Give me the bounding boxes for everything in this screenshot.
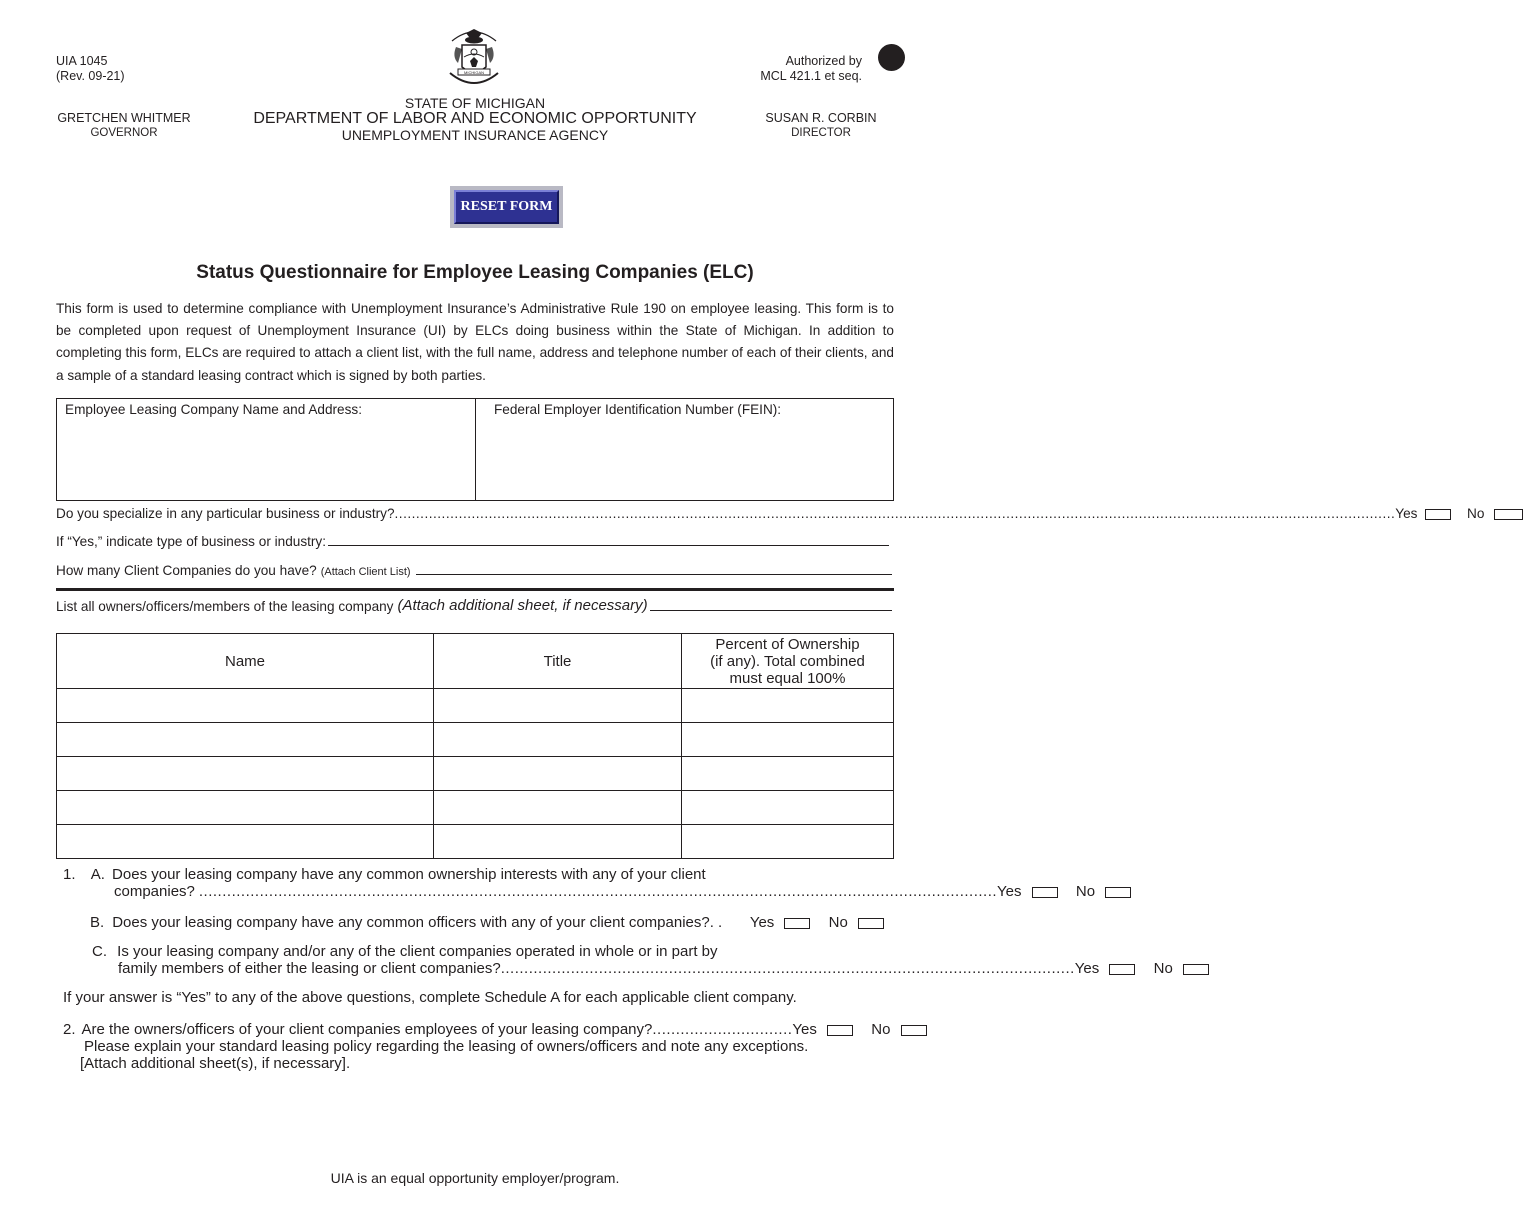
owners-list-input[interactable]	[650, 610, 892, 611]
owner-title-cell[interactable]	[434, 689, 682, 723]
client-count-note: (Attach Client List)	[320, 566, 411, 578]
owner-percent-cell[interactable]	[682, 757, 894, 791]
question-2-no-label: No	[871, 1021, 891, 1038]
seal-text: MICHIGAN	[464, 70, 484, 75]
question-1b-answer	[750, 914, 884, 931]
question-1c-yes-checkbox[interactable]	[1109, 964, 1135, 975]
governor-title: GOVERNOR	[90, 127, 158, 139]
question-1c-text-cont: family members of either the leasing or client companies?	[118, 960, 501, 977]
schedule-a-note: If your answer is “Yes” to any of the above questions, complete Schedule A for each applicable client company.	[63, 989, 797, 1006]
question-1c-answer	[1075, 960, 1209, 977]
owner-name-cell[interactable]	[57, 723, 434, 757]
question-1b-no-label: No	[828, 914, 848, 931]
question-1c-letter: C.	[92, 943, 107, 960]
owner-percent-cell[interactable]	[682, 791, 894, 825]
question-2-answer	[792, 1021, 926, 1038]
table-row	[57, 757, 894, 791]
state-name: STATE OF MICHIGAN	[404, 95, 546, 111]
authority-citation: MCL 421.1 et seq.	[760, 69, 862, 83]
table-row	[57, 791, 894, 825]
question-1b-text: Does your leasing company have any common officers with any of your client companies?. .	[112, 914, 723, 931]
col-percent	[682, 634, 894, 689]
question-1a-line1	[63, 866, 706, 883]
table-row	[57, 825, 894, 859]
question-2-no-checkbox[interactable]	[901, 1025, 927, 1036]
question-1c-line1	[92, 943, 718, 960]
question-1a-text: Does your leasing company have any common ownership interests with any of your client	[112, 866, 706, 883]
specialize-answer	[1395, 506, 1523, 521]
question-1a-yes-label: Yes	[997, 883, 1022, 900]
industry-type-input[interactable]	[328, 545, 889, 546]
fein-label: Federal Employer Identification Number (FEIN):	[494, 402, 782, 417]
industry-type-row	[56, 534, 889, 549]
question-1c-no-label: No	[1153, 960, 1173, 977]
owner-percent-cell[interactable]	[682, 825, 894, 859]
table-row	[57, 723, 894, 757]
question-1a-no-label: No	[1075, 883, 1096, 900]
owner-name-cell[interactable]	[57, 791, 434, 825]
question-2-row	[63, 1021, 891, 1038]
question-1a-letter: A.	[90, 866, 105, 883]
director-name: SUSAN R. CORBIN	[765, 111, 877, 125]
owner-name-cell[interactable]	[57, 825, 434, 859]
owner-percent-cell[interactable]	[682, 689, 894, 723]
question-1b-no-checkbox[interactable]	[858, 918, 884, 929]
owners-table	[56, 633, 894, 859]
owners-list-note: (Attach additional sheet, if necessary)	[397, 597, 648, 614]
reset-form-label: RESET FORM	[454, 190, 559, 224]
form-revision: (Rev. 09-21)	[56, 69, 125, 83]
question-2-yes-checkbox[interactable]	[827, 1025, 853, 1036]
company-name-address-field[interactable]	[57, 399, 476, 500]
specialize-no-checkbox[interactable]	[1494, 509, 1523, 520]
question-1a-no-checkbox[interactable]	[1105, 887, 1131, 898]
question-1c-yes-label: Yes	[1074, 960, 1100, 977]
table-row	[57, 689, 894, 723]
footer-note: UIA is an equal opportunity employer/program.	[330, 1170, 620, 1186]
question-1b-row	[90, 914, 884, 931]
owners-list-label: List all owners/officers/members of the leasing company	[56, 599, 394, 614]
col-percent-line3: must equal 100%	[729, 669, 846, 687]
question-1c-no-checkbox[interactable]	[1183, 964, 1209, 975]
question-2-line3: [Attach additional sheet(s), if necessary].	[80, 1055, 351, 1072]
company-info-box	[56, 398, 894, 501]
leader-dots: ...........................................................................................................................................................................	[198, 883, 998, 900]
question-2-line2: Please explain your standard leasing policy regarding the leasing of owners/officers and note any exceptions.	[84, 1038, 809, 1055]
reset-form-button[interactable]	[450, 186, 563, 228]
agency-name: UNEMPLOYMENT INSURANCE AGENCY	[341, 127, 609, 143]
department-name: DEPARTMENT OF LABOR AND ECONOMIC OPPORTUNITY	[253, 110, 697, 127]
client-count-row	[56, 563, 892, 578]
specialize-row	[56, 506, 1485, 521]
question-1a-line2	[114, 883, 1096, 900]
form-title: Status Questionnaire for Employee Leasing Companies (ELC)	[196, 262, 754, 283]
question-1b-yes-label: Yes	[749, 914, 775, 931]
col-title: Title	[434, 634, 682, 689]
col-percent-line2: (if any). Total combined	[710, 652, 865, 670]
question-2-yes-label: Yes	[792, 1021, 817, 1038]
form-id: UIA 1045	[56, 54, 108, 68]
owner-percent-cell[interactable]	[682, 723, 894, 757]
question-1a-yes-checkbox[interactable]	[1032, 887, 1058, 898]
col-name: Name	[57, 634, 434, 689]
question-1-number: 1.	[63, 866, 76, 883]
specialize-question: Do you specialize in any particular business or industry?	[56, 506, 395, 521]
leader-dots: ..............................	[652, 1021, 793, 1038]
owner-title-cell[interactable]	[434, 757, 682, 791]
industry-type-label: If “Yes,” indicate type of business or industry:	[56, 534, 326, 549]
owners-table-header	[57, 634, 894, 689]
director-title: DIRECTOR	[791, 127, 851, 139]
question-1a-answer	[997, 883, 1131, 900]
owner-name-cell[interactable]	[57, 689, 434, 723]
owners-list-row	[56, 597, 892, 614]
specialize-yes-label: Yes	[1395, 506, 1418, 521]
leader-dots: ...........................................................................................................................	[500, 960, 1075, 977]
question-1c-line2	[118, 960, 1173, 977]
client-count-label: How many Client Companies do you have?	[56, 563, 317, 578]
owner-name-cell[interactable]	[57, 757, 434, 791]
question-1a-text-cont: companies?	[114, 883, 195, 900]
specialize-no-label: No	[1467, 506, 1485, 521]
col-percent-line1: Percent of Ownership	[715, 635, 860, 653]
question-1b-letter: B.	[90, 914, 105, 931]
owner-title-cell[interactable]	[434, 791, 682, 825]
leader-dots: ..........................................................................................................................................................................................................................................	[394, 506, 1396, 521]
michigan-seal-icon	[446, 27, 502, 89]
client-count-input[interactable]	[416, 574, 892, 575]
section-divider	[56, 588, 894, 591]
owner-title-cell[interactable]	[434, 825, 682, 859]
specialize-yes-checkbox[interactable]	[1425, 509, 1451, 520]
owner-title-cell[interactable]	[434, 723, 682, 757]
fein-field[interactable]	[476, 399, 893, 500]
question-1c-text: Is your leasing company and/or any of the client companies operated in whole or in part by	[117, 943, 718, 960]
question-2-text: Are the owners/officers of your client companies employees of your leasing company?	[81, 1021, 653, 1038]
intro-paragraph: This form is used to determine compliance with Unemployment Insurance’s Administrative Rule 190 on employee leasing. This form is to be completed upon request of Unemployment Insurance (UI) by ELCs doing business within the State of Michigan. In addition to completing this form, ELCs are required to attach a client list, with the full name, address and telephone number of each of their clients, and a sample of a standard leasing contract which is signed by both parties.	[56, 301, 894, 383]
question-1b-yes-checkbox[interactable]	[784, 918, 810, 929]
black-dot-marker	[878, 44, 905, 71]
authorized-by: Authorized by	[785, 54, 862, 68]
company-name-address-label: Employee Leasing Company Name and Address:	[65, 402, 362, 417]
question-2-number: 2.	[63, 1021, 76, 1038]
governor-name: GRETCHEN WHITMER	[57, 111, 191, 125]
